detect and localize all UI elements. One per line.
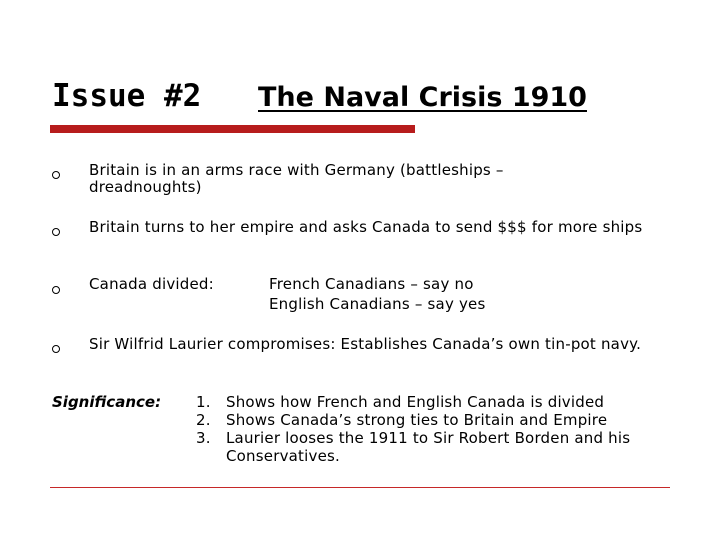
sub-point-french: French Canadians – say no xyxy=(269,275,474,293)
significance-item xyxy=(196,393,666,411)
bullet-arms-race: Britain is in an arms race with Germany (battleships – dreadnoughts) xyxy=(89,161,504,196)
bullet-marker xyxy=(52,286,60,294)
bullet-marker xyxy=(52,228,60,236)
significance-item xyxy=(196,411,666,429)
significance-list xyxy=(196,393,666,465)
significance-text: Laurier looses the 1911 to Sir Robert Borden and his Conservatives. xyxy=(226,429,631,465)
bullet-marker xyxy=(52,171,60,179)
bullet-laurier-compromise: Sir Wilfrid Laurier compromises: Establishes Canada’s own tin-pot navy. xyxy=(89,335,642,353)
significance-number: 1. xyxy=(196,393,211,411)
significance-text: Shows Canada’s strong ties to Britain and Empire xyxy=(226,411,608,429)
sub-point-english: English Canadians – say yes xyxy=(269,295,486,313)
title-accent-bar xyxy=(50,125,415,133)
slide-title-issue: Issue #2 xyxy=(52,78,202,114)
bullet-marker xyxy=(52,345,60,353)
significance-number: 2. xyxy=(196,411,211,429)
bullet-empire-request: Britain turns to her empire and asks Canada to send $$$ for more ships xyxy=(89,218,643,236)
significance-text: Shows how French and English Canada is divided xyxy=(226,393,605,411)
slide-title-topic: The Naval Crisis 1910 xyxy=(258,82,587,113)
significance-item xyxy=(196,429,666,465)
significance-number: 3. xyxy=(196,429,211,447)
significance-label: Significance: xyxy=(52,393,162,411)
bottom-divider xyxy=(50,487,670,488)
bullet-canada-divided: Canada divided: xyxy=(89,275,214,293)
